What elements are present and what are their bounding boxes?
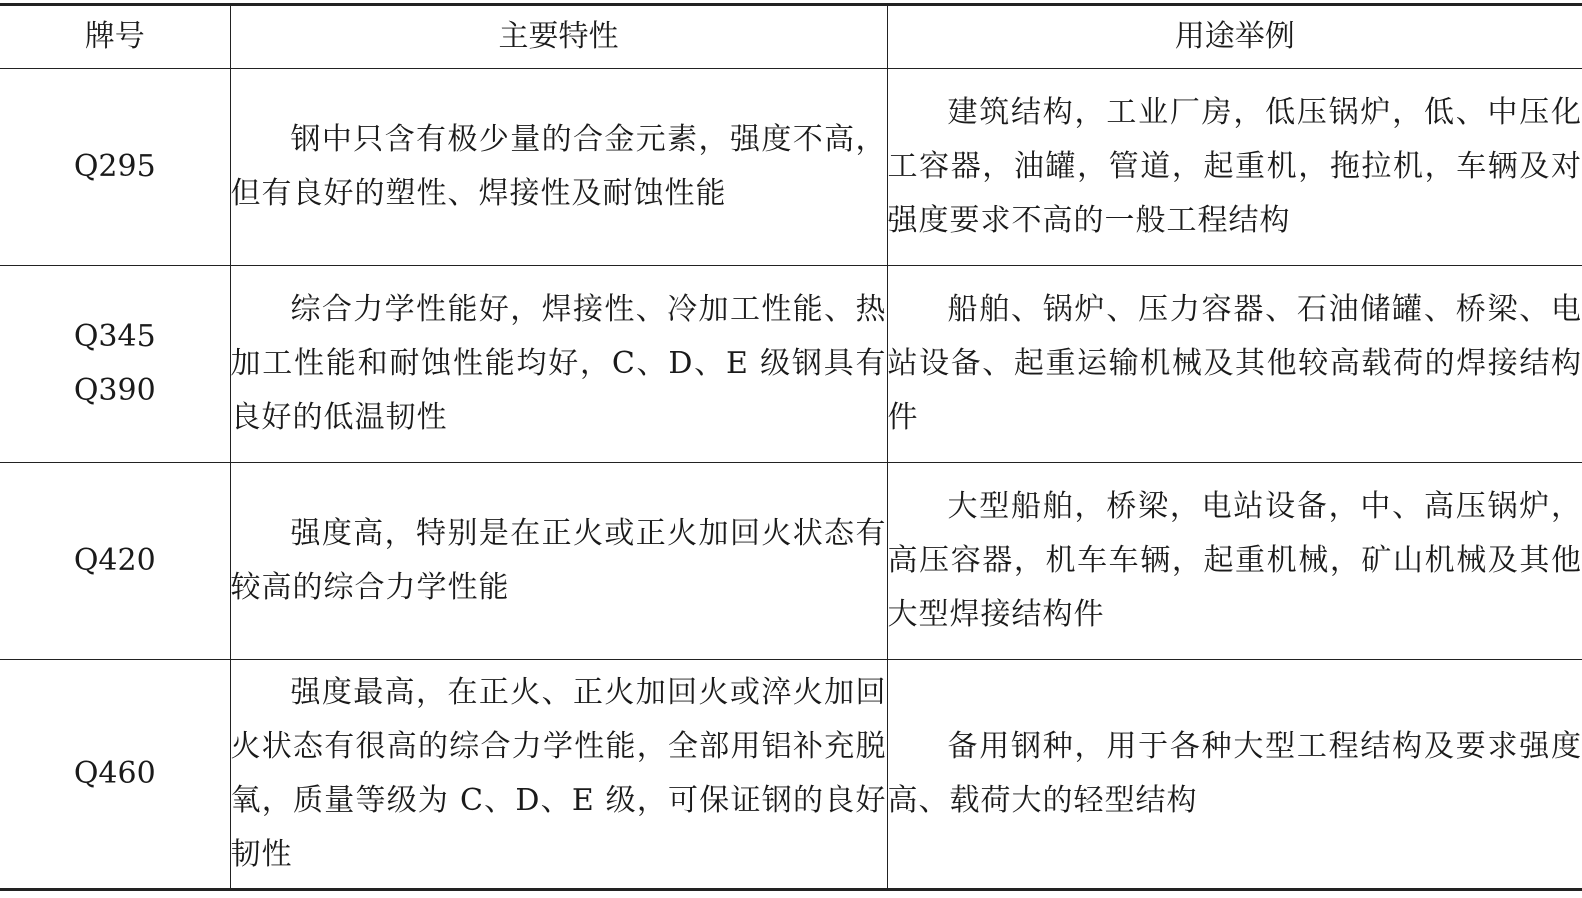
table-row xyxy=(0,266,1582,463)
table-row xyxy=(0,660,1582,890)
properties-text: 综合力学性能好，焊接性、冷加工性能、热加工性能和耐蚀性能均好，C、D、E 级钢具有良好的低温韧性 xyxy=(230,292,887,435)
grade-cell xyxy=(0,660,230,890)
grade-label: Q420 xyxy=(73,543,156,578)
properties-cell xyxy=(230,69,887,266)
applications-cell xyxy=(887,660,1582,890)
properties-cell xyxy=(230,660,887,890)
table-row xyxy=(0,463,1582,660)
header-properties: 主要特性 xyxy=(230,5,887,69)
applications-text: 大型船舶，桥梁，电站设备，中、高压锅炉，高压容器，机车车辆，起重机械，矿山机械及其他大型焊接结构件 xyxy=(887,489,1582,632)
header-row xyxy=(0,5,1582,69)
grade-cell xyxy=(0,69,230,266)
grade-cell xyxy=(0,266,230,463)
grade-cell xyxy=(0,463,230,660)
grade-label: Q390 xyxy=(73,373,156,408)
properties-cell xyxy=(230,266,887,463)
grade-label: Q295 xyxy=(73,149,156,184)
applications-text: 船舶、锅炉、压力容器、石油储罐、桥梁、电站设备、起重运输机械及其他较高载荷的焊接结构件 xyxy=(887,292,1582,435)
applications-text: 备用钢种，用于各种大型工程结构及要求强度高、载荷大的轻型结构 xyxy=(887,729,1582,818)
properties-text: 钢中只含有极少量的合金元素，强度不高，但有良好的塑性、焊接性及耐蚀性能 xyxy=(230,122,887,211)
applications-cell xyxy=(887,69,1582,266)
properties-text: 强度最高，在正火、正火加回火或淬火加回火状态有很高的综合力学性能，全部用铝补充脱氧，质量等级为 C、D、E 级，可保证钢的良好韧性 xyxy=(230,675,887,872)
grade-label: Q345 xyxy=(73,319,156,354)
applications-text: 建筑结构，工业厂房，低压锅炉，低、中压化工容器，油罐，管道，起重机，拖拉机，车辆及对强度要求不高的一般工程结构 xyxy=(887,95,1582,238)
header-applications: 用途举例 xyxy=(887,5,1582,69)
header-grade: 牌号 xyxy=(0,5,230,69)
table-row xyxy=(0,69,1582,266)
properties-cell xyxy=(230,463,887,660)
steel-grade-table xyxy=(0,3,1582,891)
applications-cell xyxy=(887,463,1582,660)
applications-cell xyxy=(887,266,1582,463)
grade-label: Q460 xyxy=(73,756,156,791)
properties-text: 强度高，特别是在正火或正火加回火状态有较高的综合力学性能 xyxy=(230,516,887,605)
